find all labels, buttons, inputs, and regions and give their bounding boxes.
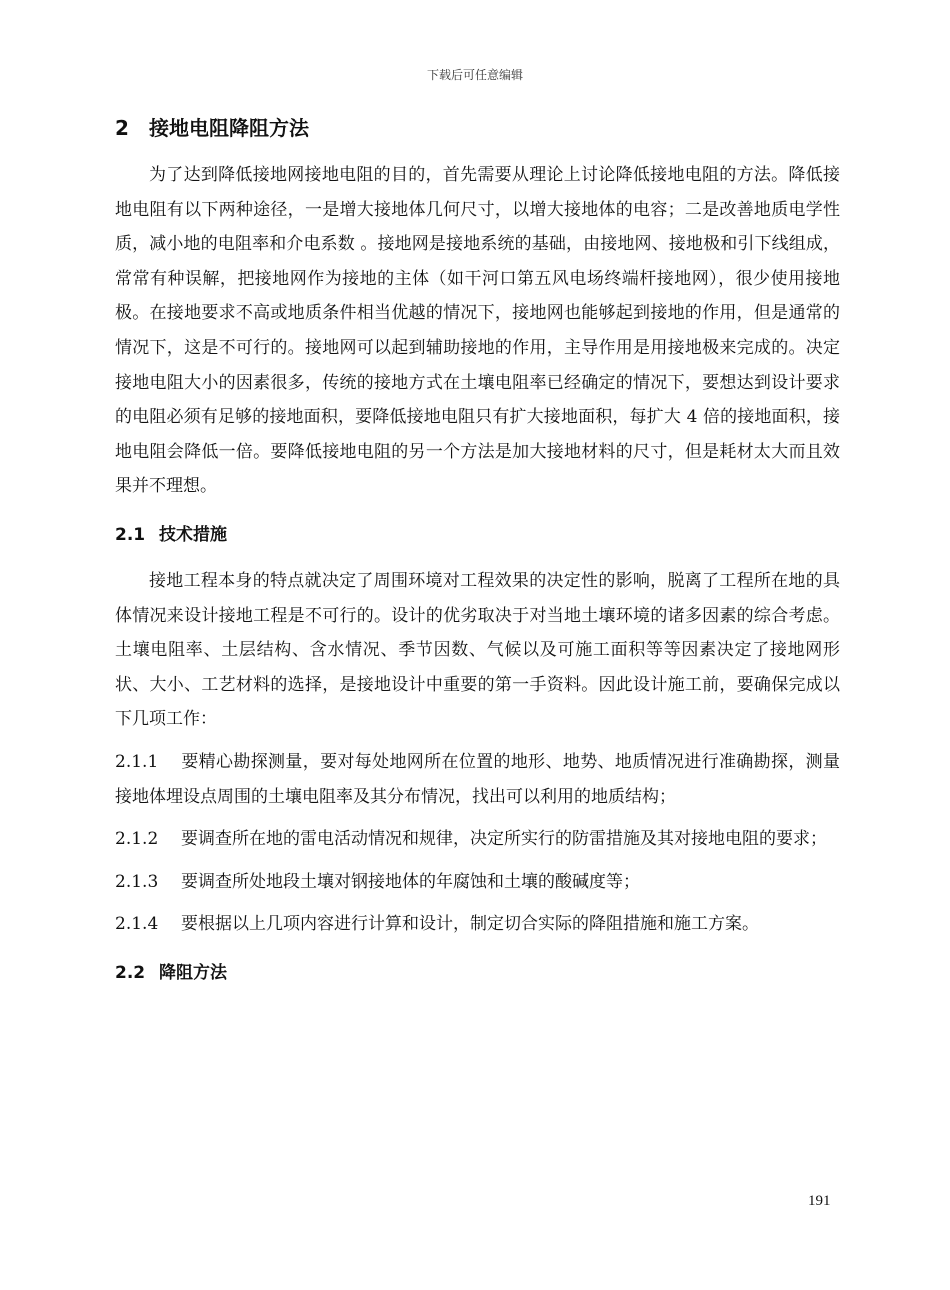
item-number: 2.1.1	[115, 751, 159, 772]
item-number: 2.1.4	[115, 914, 159, 935]
item-text: 要精心勘探测量，要对每处地网所在位置的地形、地势、地质情况进行准确勘探，测量接地体埋设点周围的土壤电阻率及其分布情况，找出可以利用的地质结构；	[115, 751, 840, 807]
page-content	[115, 108, 840, 1002]
section-number: 2	[115, 116, 129, 140]
intro-paragraph: 为了达到降低接地网接地电阻的目的，首先需要从理论上讨论降低接地电阻的方法。降低接地电阻有以下两种途径，一是增大接地体几何尺寸，以增大接地体的电容；二是改善地质电学性质，减小地的电阻率和介电系数 。接地网是接地系统的基础，由接地网、接地极和引下线组成，常常有种误解，把接地网作为接地的主体（如干河口第五风电场终端杆接地网），很少使用接地极。在接地要求不高或地质条件相当优越的情况下，接地网也能够起到接地的作用，但是通常的情况下，这是不可行的。接地网可以起到辅助接地的作用，主导作用是用接地极来完成的。决定接地电阻大小的因素很多，传统的接地方式在土壤电阻率已经确定的情况下，要想达到设计要求的电阻必须有足够的接地面积，要降低接地电阻只有扩大接地面积，每扩大 4 倍的接地面积，接地电阻会降低一倍。要降低接地电阻的另一个方法是加大接地材料的尺寸，但是耗材太大而且效果并不理想。	[115, 165, 840, 497]
item-number: 2.1.3	[115, 871, 159, 892]
item-text: 要根据以上几项内容进行计算和设计，制定切合实际的降阻措施和施工方案。	[181, 914, 759, 935]
subsection-heading-2-2	[115, 956, 840, 990]
subsection-title: 降阻方法	[159, 962, 227, 983]
item-text: 要调查所在地的雷电活动情况和规律，决定所实行的防雷措施及其对接地电阻的要求；	[181, 829, 827, 850]
tech-paragraph: 接地工程本身的特点就决定了周围环境对工程效果的决定性的影响，脱离了工程所在地的具体情况来设计接地工程是不可行的。设计的优劣取决于对当地土壤环境的诸多因素的综合考虑。土壤电阻率、土层结构、含水情况、季节因数、气候以及可施工面积等等因素决定了接地网形状、大小、工艺材料的选择，是接地设计中重要的第一手资料。因此设计施工前，要确保完成以下几项工作：	[115, 570, 840, 730]
subsection-number: 2.1	[115, 524, 146, 545]
subsection-title: 技术措施	[159, 524, 227, 545]
list-item-2-1-2	[115, 822, 840, 857]
subsection-number: 2.2	[115, 962, 146, 983]
list-item-2-1-3	[115, 865, 840, 900]
section-title: 接地电阻降阻方法	[149, 116, 309, 140]
list-item-2-1-1	[115, 745, 840, 814]
item-number: 2.1.2	[115, 829, 159, 850]
list-item-2-1-4	[115, 907, 840, 942]
page-number: 191	[808, 1193, 831, 1209]
subsection-heading-2-1	[115, 518, 840, 552]
header-note: 下载后可任意编辑	[426, 68, 523, 82]
item-text: 要调查所处地段土壤对钢接地体的年腐蚀和土壤的酸碱度等；	[181, 871, 640, 892]
section-heading	[115, 108, 840, 148]
